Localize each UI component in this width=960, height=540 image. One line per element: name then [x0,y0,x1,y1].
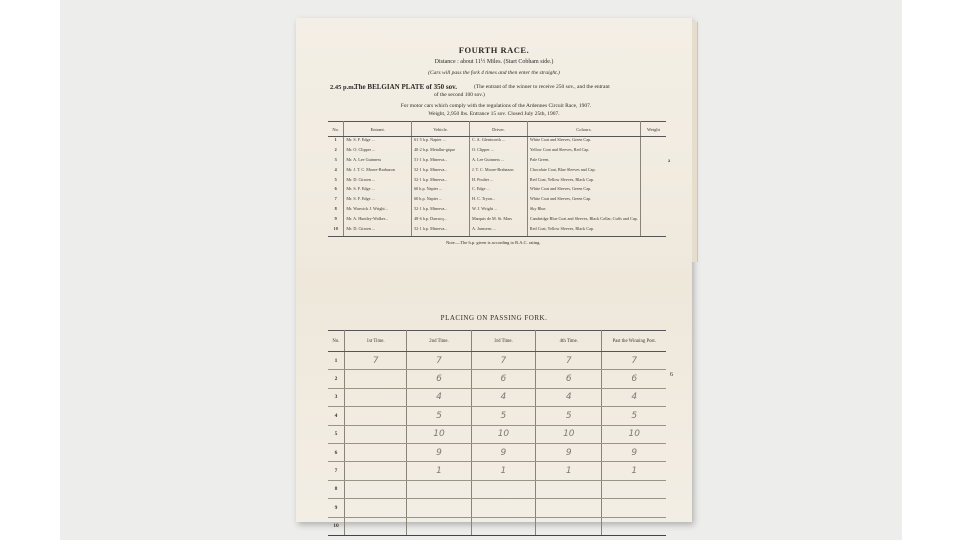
placing-mark [602,499,666,517]
entry-entrant: Mr. S. F. Edge ... [344,137,412,147]
placing-mark: 5 [536,407,602,425]
placing-mark [344,425,406,443]
entry-colours: White Coat and Sleeves, Green Cap. [527,137,640,147]
entry-vehicle: 48·6 h.p. Darracq... [412,216,470,226]
col-weight: Weight [640,122,666,137]
placing-mark: 10 [471,425,535,443]
placing-mark: 4 [471,388,535,406]
placing-mark [602,480,666,498]
entry-colours: Red Coat, Yellow Sleeves, Black Cap. [527,177,640,187]
entry-weight [640,216,666,226]
placing-no: 7 [328,462,344,480]
placing-mark: 7 [536,352,602,370]
col-driver: Driver. [469,122,527,137]
col-no: No. [328,331,344,352]
page-edge [691,22,698,262]
entry-driver: A. Lee Guinness ... [469,157,527,167]
entry-vehicle: 52·1 h.p. Minerva... [412,226,470,236]
entry-vehicle: 52·1 h.p. Minerva... [412,167,470,177]
table-row [328,157,666,167]
entry-no: 10 [328,226,344,236]
col-1st-time: 1st Time. [344,331,406,352]
placing-no: 1 [328,352,344,370]
entry-entrant: Mr. O. Clipper ... [344,147,412,157]
entry-weight [640,137,666,147]
cars-note: (Cars will pass the fork 4 times and then enter the straight.) [428,70,560,76]
placing-mark: 6 [536,370,602,388]
entry-vehicle: 52·1 h.p. Minerva... [412,177,470,187]
entry-entrant: Mr. J. T. C. Moore-Brabazon [344,167,412,177]
entry-colours: Yellow Coat and Sleeves, Red Cap. [527,147,640,157]
placing-mark: 7 [407,352,471,370]
race-plate: The BELGIAN PLATE of 350 sov. [354,83,457,91]
placing-no: 2 [328,370,344,388]
placing-mark: 6 [602,370,666,388]
race-conditions-2: of the second 100 sov.) [434,92,485,98]
placing-mark: 7 [344,352,406,370]
placing-mark [536,480,602,498]
entry-weight [640,206,666,216]
entry-driver: H. Poulter ... [469,177,527,187]
placing-mark: 9 [407,443,471,461]
entry-colours: Cambridge Blue Coat and Sleeves, Black Collar, Cuffs and Cap. [527,216,640,226]
placing-mark [407,480,471,498]
placing-mark [602,517,666,535]
placing-mark: 1 [536,462,602,480]
placing-mark [471,480,535,498]
placing-mark: 1 [407,462,471,480]
placing-mark [407,517,471,535]
rating-note: Note.—The h.p. given is according to R.A.C. rating. [446,240,541,245]
table-row [328,147,666,157]
entry-weight [640,226,666,236]
entry-driver: C. Edge ... [469,186,527,196]
placing-no: 10 [328,517,344,535]
entry-entrant: Mr. S. F. Edge ... [344,196,412,206]
table-row [328,352,666,370]
table-row [328,443,666,461]
entry-weight [640,177,666,187]
entry-weight [640,167,666,177]
table-row [328,216,666,226]
entry-weight [640,157,666,167]
placing-mark: 4 [536,388,602,406]
placing-mark: 7 [602,352,666,370]
fourth-race-page [296,18,692,269]
col-4th-time: 4th Time. [536,331,602,352]
entry-driver: Marquis de M. St. Mars [469,216,527,226]
placing-no: 9 [328,499,344,517]
placing-no: 6 [328,443,344,461]
table-row [328,137,666,147]
placing-header-row [328,331,666,352]
entry-colours: Chocolate Coat, Blue Sleeves and Cap. [527,167,640,177]
placing-mark [344,499,406,517]
placing-mark [344,407,406,425]
page-number-mark: 6 [670,372,673,378]
placing-mark [344,480,406,498]
col-entrant: Entrant. [344,122,412,137]
entry-no: 1 [328,137,344,147]
placing-no: 3 [328,388,344,406]
entry-weight [640,147,666,157]
table-row [328,206,666,216]
placing-no: 4 [328,407,344,425]
entry-colours: White Coat and Sleeves, Green Cap. [527,196,640,206]
race-distance: Distance : about 11½ Miles. (Start Cobham side.) [434,59,554,65]
entry-no: 3 [328,157,344,167]
col-vehicle: Vehicle. [412,122,470,137]
placing-mark: 9 [536,443,602,461]
placing-mark: 9 [602,443,666,461]
entry-vehicle: 60 h.p. Napier ... [412,186,470,196]
placing-mark [471,499,535,517]
placing-mark: 1 [602,462,666,480]
placing-mark: 10 [602,425,666,443]
entry-driver: H. C. Tryon... [469,196,527,206]
col-2nd-time: 2nd Time. [407,331,471,352]
entry-entrant: Mr. A. Lee Guinness [344,157,412,167]
placing-mark [344,517,406,535]
table-row [328,425,666,443]
entry-driver: J. T. C. Moore-Brabazon [469,167,527,177]
placing-mark: 6 [471,370,535,388]
placing-mark [344,443,406,461]
entry-entrant: Mr. A. Huntley-Walker... [344,216,412,226]
table-row [328,186,666,196]
entry-no: 8 [328,206,344,216]
race-time: 2.45 p.m. [330,84,356,91]
placing-mark: 10 [407,425,471,443]
entry-no: 7 [328,196,344,206]
placing-mark: 5 [602,407,666,425]
table-row [328,499,666,517]
entry-colours: White Coat and Sleeves, Green Cap. [527,186,640,196]
entries-header-row [328,122,666,137]
placing-table [328,330,666,536]
entry-driver: C. A. Glentworth ... [469,137,527,147]
table-row [328,370,666,388]
col-no: No. [328,122,344,137]
placing-mark [407,499,471,517]
entry-colours: Pale Green. [527,157,640,167]
table-row [328,517,666,535]
placing-mark: 5 [471,407,535,425]
placing-mark [344,370,406,388]
table-row [328,388,666,406]
entry-no: 6 [328,186,344,196]
entry-driver: W. J. Wright ... [469,206,527,216]
placing-mark: 9 [471,443,535,461]
entry-vehicle: 60 h.p. Napier ... [412,196,470,206]
placing-mark: 4 [602,388,666,406]
placing-no: 8 [328,480,344,498]
entry-entrant: Mr. D. Citroen ... [344,177,412,187]
placing-mark [471,517,535,535]
entry-entrant: Mr. S. F. Edge ... [344,186,412,196]
race-title: FOURTH RACE. [458,45,530,55]
entry-vehicle: 61·5 h.p. Napier ... [412,137,470,147]
table-row [328,196,666,206]
table-row [328,407,666,425]
entry-weight [640,196,666,206]
placing-mark [344,462,406,480]
placing-mark: 5 [407,407,471,425]
entry-driver: A. Janssens ... [469,226,527,236]
entry-colours: Red Coat, Yellow Sleeves, Black Cap. [527,226,640,236]
entry-no: 9 [328,216,344,226]
table-row [328,226,666,236]
entry-vehicle: 51·1 h.p. Minerva... [412,157,470,167]
placing-mark: 1 [471,462,535,480]
placing-no: 5 [328,425,344,443]
entry-weight [640,186,666,196]
motor-car-rules: For motor cars which comply with the regulations of the Ardennes Circuit Race, 1907. [400,103,592,109]
col-colours: Colours. [527,122,640,137]
entry-entrant: Mr. Warwick J. Wright... [344,206,412,216]
placing-title: PLACING ON PASSING FORK. [440,314,548,322]
entry-no: 5 [328,177,344,187]
placing-mark [536,517,602,535]
entry-no: 2 [328,147,344,157]
placing-mark: 4 [407,388,471,406]
placing-mark: 10 [536,425,602,443]
race-conditions-1: (The entrant of the winner to receive 250 sov., and the entrant [474,84,610,90]
entry-colours: Sky Blue. [527,206,640,216]
table-row [328,167,666,177]
placing-mark: 6 [407,370,471,388]
entry-driver: O. Clipper ... [469,147,527,157]
entry-vehicle: 52·1 h.p. Minerva... [412,206,470,216]
col-past-winning-post: Past the Winning Post. [602,331,666,352]
entry-vehicle: 40·2 h.p. Metallur-gique [412,147,470,157]
placing-mark [344,388,406,406]
placing-page [296,268,692,530]
race-programme-booklet [296,18,692,530]
placing-mark [536,499,602,517]
entries-table [328,121,666,237]
table-row [328,177,666,187]
entry-entrant: Mr. D. Citroen ... [344,226,412,236]
table-row [328,462,666,480]
col-3rd-time: 3rd Time. [471,331,535,352]
margin-mark: a [668,159,671,164]
weight-entrance-line: Weight, 2,950 lbs. Entrance 15 sov. Closed July 25th, 1907. [428,111,560,117]
table-row [328,480,666,498]
placing-mark: 7 [471,352,535,370]
entry-no: 4 [328,167,344,177]
